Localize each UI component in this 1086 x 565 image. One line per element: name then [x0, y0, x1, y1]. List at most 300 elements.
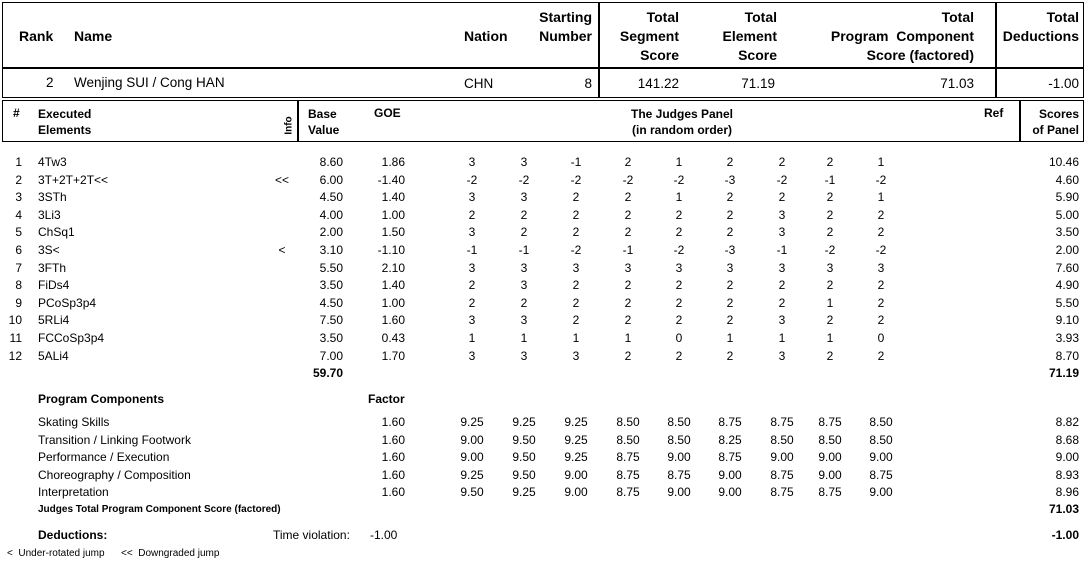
element-num: 4	[15, 207, 22, 222]
judge-mark: 2	[826, 190, 834, 205]
component-panel-score: 9.00	[1055, 450, 1079, 465]
element-code: 3STh	[38, 190, 67, 205]
header-starting-number	[515, 8, 592, 46]
judge-mark: 2	[624, 348, 632, 363]
component-factor: 1.60	[381, 467, 405, 482]
judge-mark: 9.25	[512, 415, 536, 429]
judge-mark: 1	[468, 331, 476, 345]
judge-mark: 1	[826, 295, 834, 310]
judge-mark: 3	[468, 190, 476, 205]
element-row	[0, 330, 1086, 347]
element-row	[0, 312, 1086, 329]
element-code: 3FTh	[38, 260, 67, 275]
judge-mark: -2	[673, 243, 685, 257]
elements-header-frame	[2, 100, 1084, 142]
executed-line: Executed	[38, 107, 92, 121]
element-num: 2	[15, 172, 22, 187]
judge-mark: 9.00	[667, 485, 691, 500]
elements-header-base-value	[308, 106, 339, 138]
judge-mark: 0	[675, 331, 683, 345]
judge-mark: 2	[826, 278, 834, 293]
judge-mark: 9.25	[460, 415, 484, 429]
judge-mark: 8.50	[770, 432, 794, 447]
component-name: Transition / Linking Footwork	[38, 432, 191, 447]
component-row	[0, 467, 1086, 484]
judge-mark: 1	[778, 331, 786, 345]
judge-mark: 2	[726, 207, 734, 222]
judge-mark: 2	[877, 348, 885, 363]
element-panel-score: 10.46	[1048, 155, 1079, 169]
judge-mark: 9.00	[718, 467, 742, 482]
element-goe: 1.00	[381, 207, 405, 222]
element-num: 6	[15, 243, 22, 257]
element-row	[0, 260, 1086, 277]
judge-mark: 2	[675, 225, 683, 240]
panel-line: The Judges Panel	[630, 107, 734, 121]
judge-mark: 1	[675, 155, 683, 169]
header-pcs-line: Total	[941, 9, 974, 25]
header-ded-line: Total	[1046, 9, 1079, 25]
legend-downgraded: << Downgraded jump	[121, 548, 220, 559]
judge-mark: -2	[518, 172, 530, 187]
element-goe: -1.10	[377, 243, 405, 257]
elements-header-judges-panel	[582, 106, 782, 138]
element-code: ChSq1	[38, 225, 75, 240]
judge-mark: 2	[572, 295, 580, 310]
element-goe: 1.86	[381, 155, 405, 169]
element-panel-score: 9.10	[1055, 313, 1079, 328]
judge-mark: 3	[826, 260, 834, 275]
element-row	[0, 277, 1086, 294]
judge-mark: 1	[826, 331, 834, 345]
component-factor: 1.60	[381, 485, 405, 500]
element-base-value: 6.00	[319, 172, 343, 187]
judge-mark: 8.75	[718, 450, 742, 465]
component-name: Choreography / Composition	[38, 467, 191, 482]
skater-name: Wenjing SUI / Cong HAN	[74, 75, 225, 90]
judge-mark: 3	[520, 313, 528, 328]
judge-mark: 2	[826, 225, 834, 240]
component-panel-score: 8.96	[1055, 485, 1079, 500]
judge-mark: 9.00	[564, 467, 588, 482]
judge-mark: 2	[778, 155, 786, 169]
header-total-deductions	[997, 8, 1079, 46]
element-row	[0, 189, 1086, 206]
header-number-line: Number	[539, 28, 592, 44]
judge-mark: 2	[826, 155, 834, 169]
judge-mark: 8.75	[667, 467, 691, 482]
judge-mark: 2	[675, 295, 683, 310]
header-starting-line: Starting	[539, 9, 592, 25]
judge-mark: 9.00	[460, 450, 484, 465]
component-panel-score: 8.93	[1055, 467, 1079, 482]
judge-mark: -2	[875, 243, 887, 257]
judge-mark: 8.50	[869, 432, 893, 447]
judge-mark: 2	[520, 207, 528, 222]
judge-mark: 2	[726, 313, 734, 328]
header-ded-line: Deductions	[1002, 28, 1079, 44]
time-violation-value: -1.00	[370, 528, 398, 542]
base-line: Base	[308, 107, 337, 121]
judge-mark: 2	[675, 278, 683, 293]
element-row	[0, 224, 1086, 241]
header-pcs-line: Program Component	[830, 28, 974, 44]
judge-mark: 3	[520, 260, 528, 275]
element-base-value: 3.10	[319, 243, 343, 257]
judge-mark: 9.00	[718, 485, 742, 500]
element-code: 3T+2T+2T<<	[38, 172, 109, 187]
element-num: 9	[15, 295, 22, 310]
scores-line: Scores	[1038, 107, 1079, 121]
judge-mark: 3	[520, 278, 528, 293]
judge-mark: 2	[726, 225, 734, 240]
element-code: FiDs4	[38, 278, 70, 293]
judge-mark: 8.75	[770, 467, 794, 482]
judge-mark: 1	[624, 331, 632, 345]
judge-mark: 3	[624, 260, 632, 275]
judge-mark: 1	[877, 155, 885, 169]
element-base-value: 3.50	[319, 278, 343, 293]
deductions-label: Deductions:	[38, 528, 108, 542]
element-panel-score: 4.90	[1055, 278, 1079, 293]
judge-mark: 9.50	[512, 450, 536, 465]
judge-mark: 2	[826, 348, 834, 363]
judge-mark: 9.00	[869, 485, 893, 500]
factor-header: Factor	[368, 392, 405, 406]
judge-mark: 2	[726, 190, 734, 205]
header-pcs-line: Score (factored)	[866, 47, 974, 63]
header-total-segment-score	[600, 8, 679, 65]
judge-mark: 2	[624, 190, 632, 205]
judge-mark: 8.75	[616, 467, 640, 482]
element-num: 8	[15, 278, 22, 293]
judge-mark: 2	[726, 295, 734, 310]
judge-mark: 2	[624, 225, 632, 240]
judge-mark: 1	[877, 190, 885, 205]
judge-mark: 2	[624, 278, 632, 293]
element-num: 11	[9, 331, 22, 345]
judge-mark: 2	[572, 278, 580, 293]
element-goe: 1.00	[381, 295, 405, 310]
judge-mark: 8.25	[718, 432, 742, 447]
judge-mark: -1	[518, 243, 530, 257]
element-goe: 1.70	[381, 348, 405, 363]
summary-divider	[2, 67, 1084, 69]
component-row	[0, 484, 1086, 501]
element-base-value: 4.50	[319, 190, 343, 205]
header-rank: Rank	[19, 28, 54, 44]
judge-mark: 8.50	[869, 415, 893, 429]
element-base-value: 4.00	[319, 207, 343, 222]
elements-header-ref: Ref	[984, 106, 1004, 120]
judge-mark: 2	[468, 295, 476, 310]
element-panel-score: 7.60	[1055, 260, 1079, 275]
judge-mark: 2	[572, 190, 580, 205]
judge-mark: 3	[468, 260, 476, 275]
elements-header-executed	[38, 106, 91, 138]
judge-mark: 1	[520, 331, 528, 345]
judge-mark: 8.75	[616, 485, 640, 500]
header-total-pcs	[800, 8, 974, 65]
judge-mark: 3	[468, 348, 476, 363]
judge-mark: 9.00	[460, 432, 484, 447]
judge-mark: 2	[624, 313, 632, 328]
header-total-element-score	[700, 8, 777, 65]
judge-mark: 8.75	[869, 467, 893, 482]
judge-mark: 9.25	[564, 432, 588, 447]
judge-mark: 8.75	[770, 485, 794, 500]
judge-mark: 9.00	[564, 485, 588, 500]
element-num: 1	[15, 155, 22, 169]
element-num: 7	[15, 260, 22, 275]
judge-mark: 9.50	[460, 485, 484, 500]
pc-total-value: 71.03	[1048, 502, 1079, 516]
judge-mark: -1	[824, 172, 836, 187]
judge-mark: 9.00	[869, 450, 893, 465]
component-panel-score: 8.82	[1055, 415, 1079, 429]
elements-line: Elements	[38, 123, 92, 137]
judge-mark: -2	[622, 172, 634, 187]
judge-mark: 2	[675, 207, 683, 222]
skater-total-element-score: 71.19	[741, 76, 775, 91]
judge-mark: 2	[726, 348, 734, 363]
judge-mark: 2	[778, 278, 786, 293]
element-goe: 0.43	[381, 331, 405, 345]
component-name: Performance / Execution	[38, 450, 170, 465]
judge-mark: 3	[778, 348, 786, 363]
judge-mark: 2	[572, 225, 580, 240]
element-base-value: 4.50	[319, 295, 343, 310]
component-factor: 1.60	[381, 432, 405, 447]
judge-mark: 9.00	[818, 467, 842, 482]
judge-mark: 9.00	[770, 450, 794, 465]
judge-mark: -1	[570, 155, 582, 169]
element-panel-score: 3.93	[1055, 331, 1079, 345]
element-goe: 1.50	[381, 225, 405, 240]
skater-total-deductions: -1.00	[1048, 76, 1079, 91]
judge-mark: 9.25	[460, 467, 484, 482]
panel-line: (in random order)	[631, 123, 732, 137]
judge-mark: 2	[877, 313, 885, 328]
element-base-value: 7.00	[319, 348, 343, 363]
judge-mark: -2	[824, 243, 836, 257]
judge-mark: 2	[675, 313, 683, 328]
element-panel-score: 5.50	[1055, 295, 1079, 310]
component-panel-score: 8.68	[1055, 432, 1079, 447]
element-base-value: 5.50	[319, 260, 343, 275]
element-panel-score: 5.90	[1055, 190, 1079, 205]
element-info: <	[278, 243, 286, 257]
elements-header-vline	[297, 100, 299, 142]
value-line: Value	[308, 123, 340, 137]
element-panel-score: 4.60	[1055, 172, 1079, 187]
header-tes-line: Total	[744, 9, 777, 25]
elements-header-num: #	[13, 106, 20, 120]
element-row	[0, 295, 1086, 312]
judge-mark: 2	[826, 207, 834, 222]
judge-mark: 8.50	[616, 432, 640, 447]
element-row	[0, 172, 1086, 189]
judge-mark: 2	[520, 295, 528, 310]
judge-mark: 8.75	[818, 485, 842, 500]
judge-mark: 2	[468, 207, 476, 222]
judge-mark: 3	[778, 313, 786, 328]
judge-mark: -3	[724, 243, 736, 257]
element-code: 5RLi4	[38, 313, 70, 328]
judge-mark: -1	[776, 243, 788, 257]
judge-mark: 2	[778, 295, 786, 310]
judge-mark: 9.25	[564, 450, 588, 465]
judge-mark: 8.50	[616, 415, 640, 429]
judge-mark: -2	[776, 172, 788, 187]
component-row	[0, 432, 1086, 449]
element-goe: 2.10	[381, 260, 405, 275]
skater-total-pcs: 71.03	[940, 76, 974, 91]
element-num: 5	[15, 225, 22, 240]
element-num: 3	[15, 190, 22, 205]
element-row	[0, 207, 1086, 224]
judge-mark: 2	[726, 155, 734, 169]
element-code: 5ALi4	[38, 348, 69, 363]
deductions-total: -1.00	[1051, 528, 1079, 542]
element-info: <<	[274, 172, 289, 187]
judge-mark: 3	[778, 225, 786, 240]
skater-rank: 2	[46, 75, 54, 90]
judge-mark: 3	[675, 260, 683, 275]
judge-mark: 1	[675, 190, 683, 205]
judge-mark: 3	[778, 260, 786, 275]
judge-mark: 2	[468, 278, 476, 293]
elements-header-info: Info	[283, 116, 295, 135]
element-goe: 1.40	[381, 190, 405, 205]
element-code: PCoSp3p4	[38, 295, 97, 310]
element-code: 4Tw3	[38, 155, 67, 169]
judge-mark: 2	[877, 225, 885, 240]
judge-mark: 8.75	[818, 415, 842, 429]
judge-mark: 2	[726, 278, 734, 293]
elements-header-goe: GOE	[374, 106, 401, 120]
element-row	[0, 242, 1086, 259]
judge-mark: 9.25	[512, 485, 536, 500]
total-base-value: 59.70	[312, 366, 343, 380]
component-name: Interpretation	[38, 485, 109, 500]
judge-mark: 3	[572, 260, 580, 275]
judge-mark: -2	[570, 172, 582, 187]
element-base-value: 8.60	[319, 155, 343, 169]
judge-mark: 0	[877, 331, 885, 345]
judge-mark: 2	[778, 190, 786, 205]
skater-total-segment-score: 141.22	[637, 76, 679, 91]
judge-mark: 3	[778, 207, 786, 222]
judge-mark: 3	[520, 155, 528, 169]
judge-mark: 8.75	[718, 415, 742, 429]
element-panel-score: 5.00	[1055, 207, 1079, 222]
header-name: Name	[74, 28, 113, 44]
judge-mark: -2	[466, 172, 478, 187]
component-factor: 1.60	[381, 450, 405, 465]
skater-starting-number: 8	[584, 76, 592, 91]
element-goe: -1.40	[377, 172, 405, 187]
judge-mark: -1	[466, 243, 478, 257]
pc-total-label: Judges Total Program Component Score (factored)	[38, 504, 281, 515]
element-code: 3Li3	[38, 207, 61, 222]
judge-mark: 2	[877, 207, 885, 222]
component-row	[0, 449, 1086, 466]
judge-mark: 1	[726, 331, 734, 345]
judge-mark: 8.75	[616, 450, 640, 465]
judge-mark: -1	[622, 243, 634, 257]
header-tes-line: Element	[722, 28, 777, 44]
element-base-value: 3.50	[319, 331, 343, 345]
judge-mark: 8.50	[818, 432, 842, 447]
judge-mark: 9.50	[512, 467, 536, 482]
total-element-score: 71.19	[1048, 366, 1079, 380]
judge-mark: 2	[624, 207, 632, 222]
element-panel-score: 2.00	[1055, 243, 1079, 257]
component-factor: 1.60	[381, 415, 405, 429]
judge-mark: 9.00	[818, 450, 842, 465]
judge-mark: 2	[877, 295, 885, 310]
judge-mark: 3	[520, 348, 528, 363]
judge-mark: 9.25	[564, 415, 588, 429]
header-nation: Nation	[464, 28, 508, 44]
judge-mark: 2	[624, 295, 632, 310]
element-base-value: 2.00	[319, 225, 343, 240]
component-row	[0, 414, 1086, 431]
component-name: Skating Skills	[38, 415, 110, 429]
judge-mark: -2	[570, 243, 582, 257]
element-base-value: 7.50	[319, 313, 343, 328]
program-components-title: Program Components	[38, 392, 165, 406]
header-tss-line: Total	[646, 9, 679, 25]
judge-mark: 9.00	[667, 450, 691, 465]
judge-mark: -2	[673, 172, 685, 187]
judge-mark: 9.50	[512, 432, 536, 447]
header-tss-line: Score	[640, 47, 679, 63]
time-violation-label: Time violation:	[273, 528, 350, 542]
element-code: FCCoSp3p4	[38, 331, 105, 345]
judge-mark: 3	[877, 260, 885, 275]
judge-mark: 3	[520, 190, 528, 205]
judge-mark: 3	[468, 313, 476, 328]
header-tss-line: Segment	[619, 28, 679, 44]
judge-mark: 2	[877, 278, 885, 293]
judge-mark: 2	[520, 225, 528, 240]
element-goe: 1.40	[381, 278, 405, 293]
judge-mark: 1	[572, 331, 580, 345]
judge-mark: -2	[875, 172, 887, 187]
judge-mark: 2	[675, 348, 683, 363]
element-num: 12	[8, 348, 22, 363]
element-goe: 1.60	[381, 313, 405, 328]
legend-under-rotated: < Under-rotated jump	[7, 548, 105, 559]
judge-mark: 3	[468, 225, 476, 240]
elements-header-scores-of-panel	[1020, 106, 1079, 138]
judge-mark: 2	[826, 313, 834, 328]
judge-mark: 8.50	[667, 415, 691, 429]
element-panel-score: 8.70	[1055, 348, 1079, 363]
element-num: 10	[8, 313, 22, 328]
header-tes-line: Score	[738, 47, 777, 63]
judge-mark: 3	[726, 260, 734, 275]
skater-nation: CHN	[464, 76, 494, 91]
judge-mark: 2	[624, 155, 632, 169]
judge-mark: 8.50	[667, 432, 691, 447]
judge-mark: 8.75	[770, 415, 794, 429]
judge-mark: 3	[572, 348, 580, 363]
judge-mark: 3	[468, 155, 476, 169]
element-row	[0, 154, 1086, 171]
